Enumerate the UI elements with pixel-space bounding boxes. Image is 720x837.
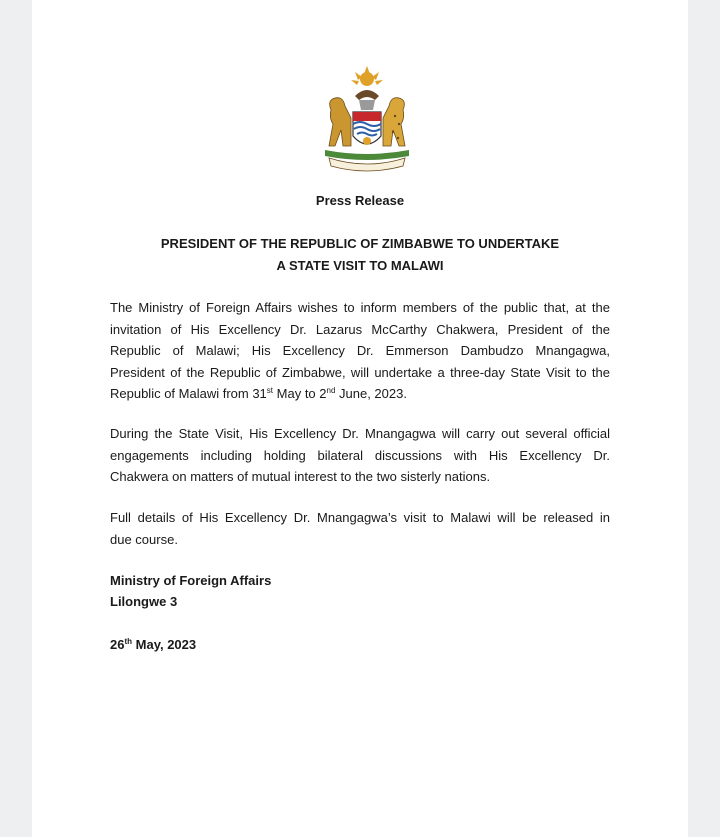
paragraph-1-line: President of the Republic of Zimbabwe, will undertake a three-day State Visit to the [110,364,610,380]
paragraph-2-line: engagements including holding bilateral discussions with His Excellency Dr. [110,447,610,463]
paragraph-1-line [110,383,610,405]
title-line-2: A STATE VISIT TO MALAWI [276,258,444,273]
paragraph-3-line: Full details of His Excellency Dr. Mnangagwa’s visit to Malawi will be released in [110,510,610,525]
visit-mid-text: May to 2 [273,386,327,402]
title-line-1: PRESIDENT OF THE REPUBLIC OF ZIMBABWE TO UNDERTAKE [160,236,560,251]
ordinal-suffix: nd [326,386,336,396]
date-suffix: th [124,637,133,646]
paragraph-3 [110,507,610,550]
paragraph-2-line: Chakwera on matters of mutual interest to the two sisterly nations. [110,469,491,485]
date-day: 26 [110,637,125,652]
paragraph-1-line: invitation of His Excellency Dr. Lazarus McCarthy Chakwera, President of the [110,321,610,337]
paragraph-2 [110,423,610,488]
visit-end-text: June, 2023. [335,386,407,402]
press-release-page [32,0,688,837]
paragraph-2-line: During the State Visit, His Excellency Dr. Mnangagwa will carry out several official [110,426,610,441]
issuer-location: Lilongwe 3 [110,594,178,609]
paragraph-1-line: The Ministry of Foreign Affairs wishes to inform members of the public that, at the [110,300,610,315]
issuer-name: Ministry of Foreign Affairs [110,573,272,588]
visit-start-text: Republic of Malawi from 31 [110,386,267,402]
release-date [110,634,196,656]
ordinal-suffix: st [266,386,274,396]
malawi-coat-of-arms-icon [317,66,417,174]
press-release-label: Press Release [315,193,405,208]
paragraph-1-line: Republic of Malawi; His Excellency Dr. Emmerson Dambudzo Mnangagwa, [110,343,610,359]
date-rest: May, 2023 [132,637,197,652]
paragraph-1 [110,297,610,405]
paragraph-3-line: due course. [110,531,178,547]
